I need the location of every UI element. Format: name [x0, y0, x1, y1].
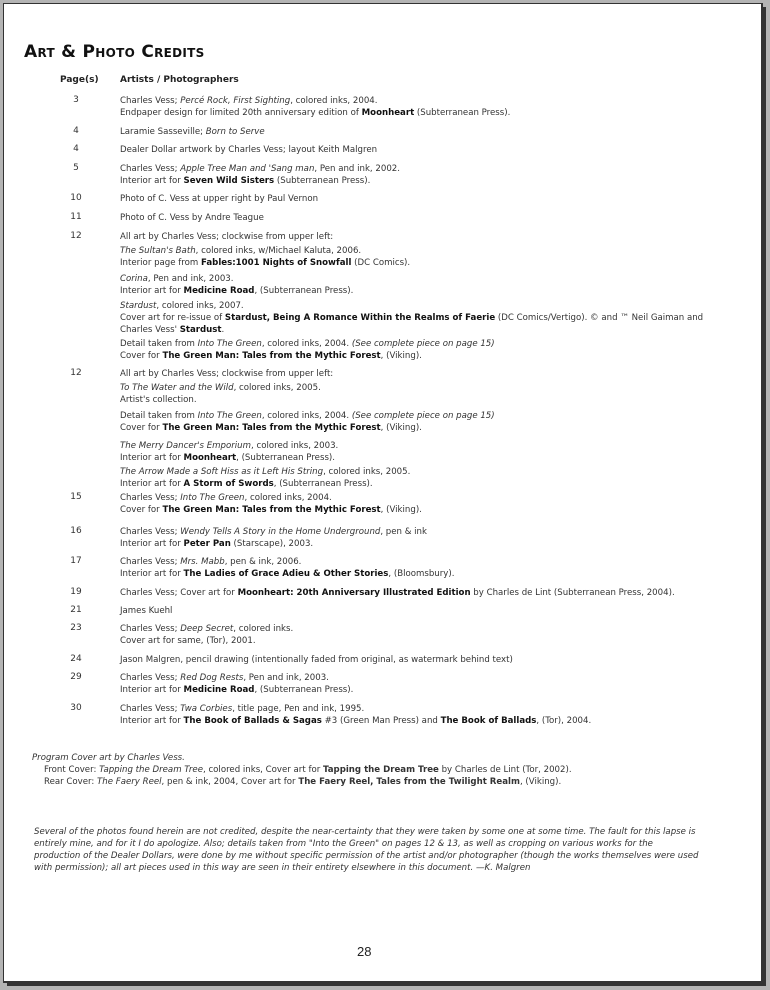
credit-text: (Subterranean Press). — [414, 108, 511, 118]
credit-text: , (Viking). — [380, 351, 422, 361]
artwork-title: Percé Rock, First Sighting — [180, 96, 291, 106]
page-ref: 29 — [70, 672, 82, 682]
title-text: Seven Wild Sisters — [183, 176, 275, 186]
credit-text: , colored inks, 2003. — [251, 441, 339, 451]
title-text: Tapping the Dream Tree — [323, 765, 439, 775]
credit-text: , pen & ink — [380, 527, 427, 537]
artwork-title: (See complete piece on page 15) — [351, 411, 495, 421]
credit-text: , colored inks, 2004. — [244, 493, 332, 503]
artwork-title: Into The Green — [197, 339, 262, 349]
credit-text: , colored inks, Cover art for — [202, 765, 323, 775]
artwork-title: Twa Corbies — [180, 704, 233, 714]
page-ref: 12 — [70, 368, 82, 378]
credit-line — [120, 144, 377, 156]
credit-text: Interior art for — [120, 685, 184, 695]
credit-text: , colored inks. — [233, 624, 294, 634]
credit-text: Charles Vess; Cover art for — [120, 588, 238, 598]
credit-line — [120, 324, 224, 336]
credit-text: Interior page from — [120, 258, 202, 268]
title-text: The Book of Ballads — [440, 716, 537, 726]
credit-line — [120, 526, 427, 538]
title-text: Stardust, Being A Romance Within the Realms of Faerie — [224, 313, 496, 323]
credit-line — [120, 394, 197, 406]
credit-text: Cover for — [120, 505, 163, 515]
title-text: Stardust — [179, 325, 222, 335]
credit-line — [120, 95, 377, 107]
credit-line — [120, 300, 244, 312]
credit-line — [120, 504, 422, 516]
credit-text: , colored inks, w/Michael Kaluta, 2006. — [195, 246, 362, 256]
footnote-line: with permission); all art pieces used in this way are seen in their entirety elsewhere in this document. —K. Malgren — [34, 863, 531, 873]
credit-text: Jason Malgren, pencil drawing (intentionally faded from original, as watermark behind text) — [120, 655, 513, 665]
credit-line — [120, 654, 513, 666]
page-title: Art & Photo Credits — [24, 42, 205, 62]
title-text: Fables:1001 Nights of Snowfall — [201, 258, 352, 268]
credit-text: Dealer Dollar artwork by Charles Vess; layout Keith Malgren — [120, 145, 378, 155]
artwork-title: To The Water and the Wild — [120, 383, 234, 393]
artwork-title: Corina — [120, 274, 148, 284]
credit-text: #3 (Green Man Press) and — [321, 716, 441, 726]
credit-text: Charles Vess; — [120, 96, 181, 106]
program-line — [44, 777, 561, 787]
credit-line — [120, 556, 301, 568]
page-ref: 30 — [70, 703, 82, 713]
credit-text: Photo of C. Vess at upper right by Paul Vernon — [120, 194, 319, 204]
page-ref: 16 — [70, 526, 82, 536]
artwork-title: (See complete piece on page 15) — [351, 339, 495, 349]
credit-line — [120, 492, 332, 504]
credit-line — [120, 338, 495, 350]
credit-line — [120, 245, 361, 257]
credit-text: by Charles de Lint (Subterranean Press, 2004). — [470, 588, 675, 598]
artwork-title: Into The Green — [180, 493, 245, 503]
credit-line — [120, 163, 400, 175]
program-line — [32, 753, 185, 763]
credit-line — [120, 350, 422, 362]
credit-line — [120, 672, 329, 684]
artwork-title: Wendy Tells A Story in the Home Underground — [180, 527, 381, 537]
title-text: The Green Man: Tales from the Mythic Forest — [162, 505, 381, 515]
credit-line — [120, 368, 333, 380]
credit-text: Artist's collection. — [120, 395, 197, 405]
document-page — [3, 3, 763, 983]
title-text: The Green Man: Tales from the Mythic Forest — [162, 351, 381, 361]
artwork-title: Tapping the Dream Tree — [99, 765, 203, 775]
credit-text: Rear Cover: — [44, 777, 98, 787]
credit-line — [120, 312, 703, 324]
credit-text: Charles Vess; — [120, 164, 181, 174]
title-text: Moonheart — [361, 108, 415, 118]
page-ref: 15 — [70, 492, 82, 502]
credit-text: , (Tor), 2004. — [536, 716, 592, 726]
credit-text: Cover art for same, (Tor), 2001. — [120, 636, 256, 646]
credit-text: Charles Vess; — [120, 527, 181, 537]
credit-line — [120, 703, 364, 715]
credit-text: Interior art for — [120, 176, 184, 186]
credit-text: , (Viking). — [519, 777, 562, 787]
footnote-line: entirely mine, and for it I do apologize. Also; details taken from "Into the Green" on pages 12 & 13, as well as cropping on various works for the — [34, 839, 653, 849]
page-ref: 11 — [70, 212, 82, 222]
page-ref: 5 — [73, 163, 79, 173]
page-number: 28 — [357, 944, 372, 959]
page-ref: 21 — [70, 605, 82, 615]
credit-text: Cover for — [120, 423, 163, 433]
artwork-title: Stardust — [120, 301, 157, 311]
page-ref: 19 — [70, 587, 82, 597]
page-ref: 4 — [73, 126, 79, 136]
credit-text: , (Subterranean Press). — [254, 685, 354, 695]
credit-line — [120, 605, 172, 617]
artwork-title: The Merry Dancer's Emporium — [120, 441, 252, 451]
credit-text: Charles Vess; — [120, 624, 181, 634]
credit-text: Cover for — [120, 351, 163, 361]
credit-line — [120, 422, 422, 434]
credit-line — [120, 285, 353, 297]
column-header-artists: Artists / Photographers — [120, 75, 239, 85]
credit-text: (DC Comics/Vertigo). © and ™ Neil Gaiman and — [495, 313, 704, 323]
credit-text: , Pen and ink, 2003. — [243, 673, 329, 683]
credit-text: , colored inks, 2004. — [261, 339, 352, 349]
credit-line — [120, 212, 264, 224]
credit-text: , (Viking). — [380, 423, 422, 433]
title-text: Moonheart — [183, 453, 237, 463]
credit-line — [120, 193, 318, 205]
credit-text: , title page, Pen and ink, 1995. — [232, 704, 365, 714]
credit-line — [120, 440, 338, 452]
credit-text: . — [221, 325, 225, 335]
artwork-title: Program Cover art by Charles Vess. — [32, 753, 185, 763]
credit-line — [120, 257, 410, 269]
credit-text: , (Subterranean Press). — [236, 453, 336, 463]
title-text: The Book of Ballads & Sagas — [183, 716, 322, 726]
credit-text: Detail taken from — [120, 339, 198, 349]
credit-text: , colored inks, 2004. — [261, 411, 352, 421]
credit-text: , pen & ink, 2004, Cover art for — [161, 777, 299, 787]
credit-line — [120, 382, 321, 394]
credit-line — [120, 126, 265, 138]
page-ref: 12 — [70, 231, 82, 241]
credit-text: James Kuehl — [120, 606, 173, 616]
credit-text: (DC Comics). — [351, 258, 411, 268]
credit-text: Interior art for — [120, 453, 184, 463]
page-ref: 10 — [70, 193, 82, 203]
credit-text: , pen & ink, 2006. — [224, 557, 302, 567]
credit-text: , colored inks, 2004. — [290, 96, 378, 106]
artwork-title: The Sultan's Bath — [120, 246, 196, 256]
credit-line — [120, 623, 293, 635]
credit-text: , (Subterranean Press). — [273, 479, 373, 489]
title-text: The Faery Reel, Tales from the Twilight Realm — [298, 777, 520, 787]
footnote-line: Several of the photos found herein are not credited, despite the near-certainty that they were taken by some one at some time. The fault for this lapse is — [34, 827, 696, 837]
credit-text: , Pen and ink, 2003. — [147, 274, 234, 284]
credit-text: Interior art for — [120, 716, 184, 726]
title-text: A Storm of Swords — [183, 479, 274, 489]
title-text: Medicine Road — [183, 286, 255, 296]
credit-line — [120, 410, 495, 422]
artwork-title: Red Dog Rests — [180, 673, 244, 683]
credit-line — [120, 684, 353, 696]
artwork-title: Born to Serve — [205, 127, 265, 137]
credit-text: Interior art for — [120, 539, 184, 549]
page-ref: 24 — [70, 654, 82, 664]
credit-text: (Subterranean Press). — [274, 176, 371, 186]
credit-line — [120, 478, 373, 490]
credit-text: , colored inks, 2005. — [233, 383, 321, 393]
artwork-title: The Arrow Made a Soft Hiss as it Left His String — [120, 467, 324, 477]
title-text: Peter Pan — [183, 539, 231, 549]
credit-text: , Pen and ink, 2002. — [314, 164, 400, 174]
credit-line — [120, 538, 313, 550]
page-ref: 3 — [73, 95, 79, 105]
credit-text: Charles Vess; — [120, 704, 181, 714]
credit-text: Charles Vess; — [120, 557, 181, 567]
credit-text: , colored inks, 2005. — [323, 467, 411, 477]
artwork-title: The Faery Reel — [97, 777, 162, 787]
column-header-pages: Page(s) — [60, 75, 99, 85]
credit-line — [120, 466, 410, 478]
artwork-title: Into The Green — [197, 411, 262, 421]
credit-text: , (Viking). — [380, 505, 422, 515]
credit-line — [120, 715, 591, 727]
credit-line — [120, 231, 333, 243]
title-text: Medicine Road — [183, 685, 255, 695]
credit-line — [120, 568, 454, 580]
credit-text: Photo of C. Vess by Andre Teague — [120, 213, 264, 223]
credit-text: , (Subterranean Press). — [254, 286, 354, 296]
credit-line — [120, 175, 370, 187]
page-ref: 17 — [70, 556, 82, 566]
credit-text: Front Cover: — [44, 765, 100, 775]
credit-text: All art by Charles Vess; clockwise from upper left: — [120, 232, 334, 242]
credit-text: , (Bloomsbury). — [388, 569, 455, 579]
credit-line — [120, 273, 234, 285]
program-line — [44, 765, 572, 775]
page-ref: 4 — [73, 144, 79, 154]
credit-text: by Charles de Lint (Tor, 2002). — [438, 765, 572, 775]
credit-text: Interior art for — [120, 479, 184, 489]
title-text: Moonheart: 20th Anniversary Illustrated Edition — [237, 588, 471, 598]
credit-text: Charles Vess; — [120, 673, 181, 683]
credit-text: Cover art for re-issue of — [120, 313, 225, 323]
credit-text: Endpaper design for limited 20th anniversary edition of — [120, 108, 362, 118]
credit-text: Charles Vess' — [120, 325, 180, 335]
artwork-title: Apple Tree Man and 'Sang man — [180, 164, 315, 174]
credit-text: Laramie Sasseville; — [120, 127, 206, 137]
credit-text: Charles Vess; — [120, 493, 181, 503]
artwork-title: Deep Secret — [180, 624, 234, 634]
credit-line — [120, 452, 335, 464]
title-text: The Green Man: Tales from the Mythic Forest — [162, 423, 381, 433]
title-text: The Ladies of Grace Adieu & Other Stories — [183, 569, 389, 579]
credit-text: Detail taken from — [120, 411, 198, 421]
page-ref: 23 — [70, 623, 82, 633]
credit-text: All art by Charles Vess; clockwise from upper left: — [120, 369, 334, 379]
credit-text: Interior art for — [120, 569, 184, 579]
credit-line — [120, 587, 675, 599]
footnote-line: production of the Dealer Dollars, were done by me without specific permission of the artist and/or photographer (though the works themselves were used — [34, 851, 699, 861]
credit-text: , colored inks, 2007. — [156, 301, 244, 311]
credit-line — [120, 635, 256, 647]
artwork-title: Mrs. Mabb — [180, 557, 225, 567]
credit-line — [120, 107, 510, 119]
credit-text: (Starscape), 2003. — [230, 539, 314, 549]
credit-text: Interior art for — [120, 286, 184, 296]
